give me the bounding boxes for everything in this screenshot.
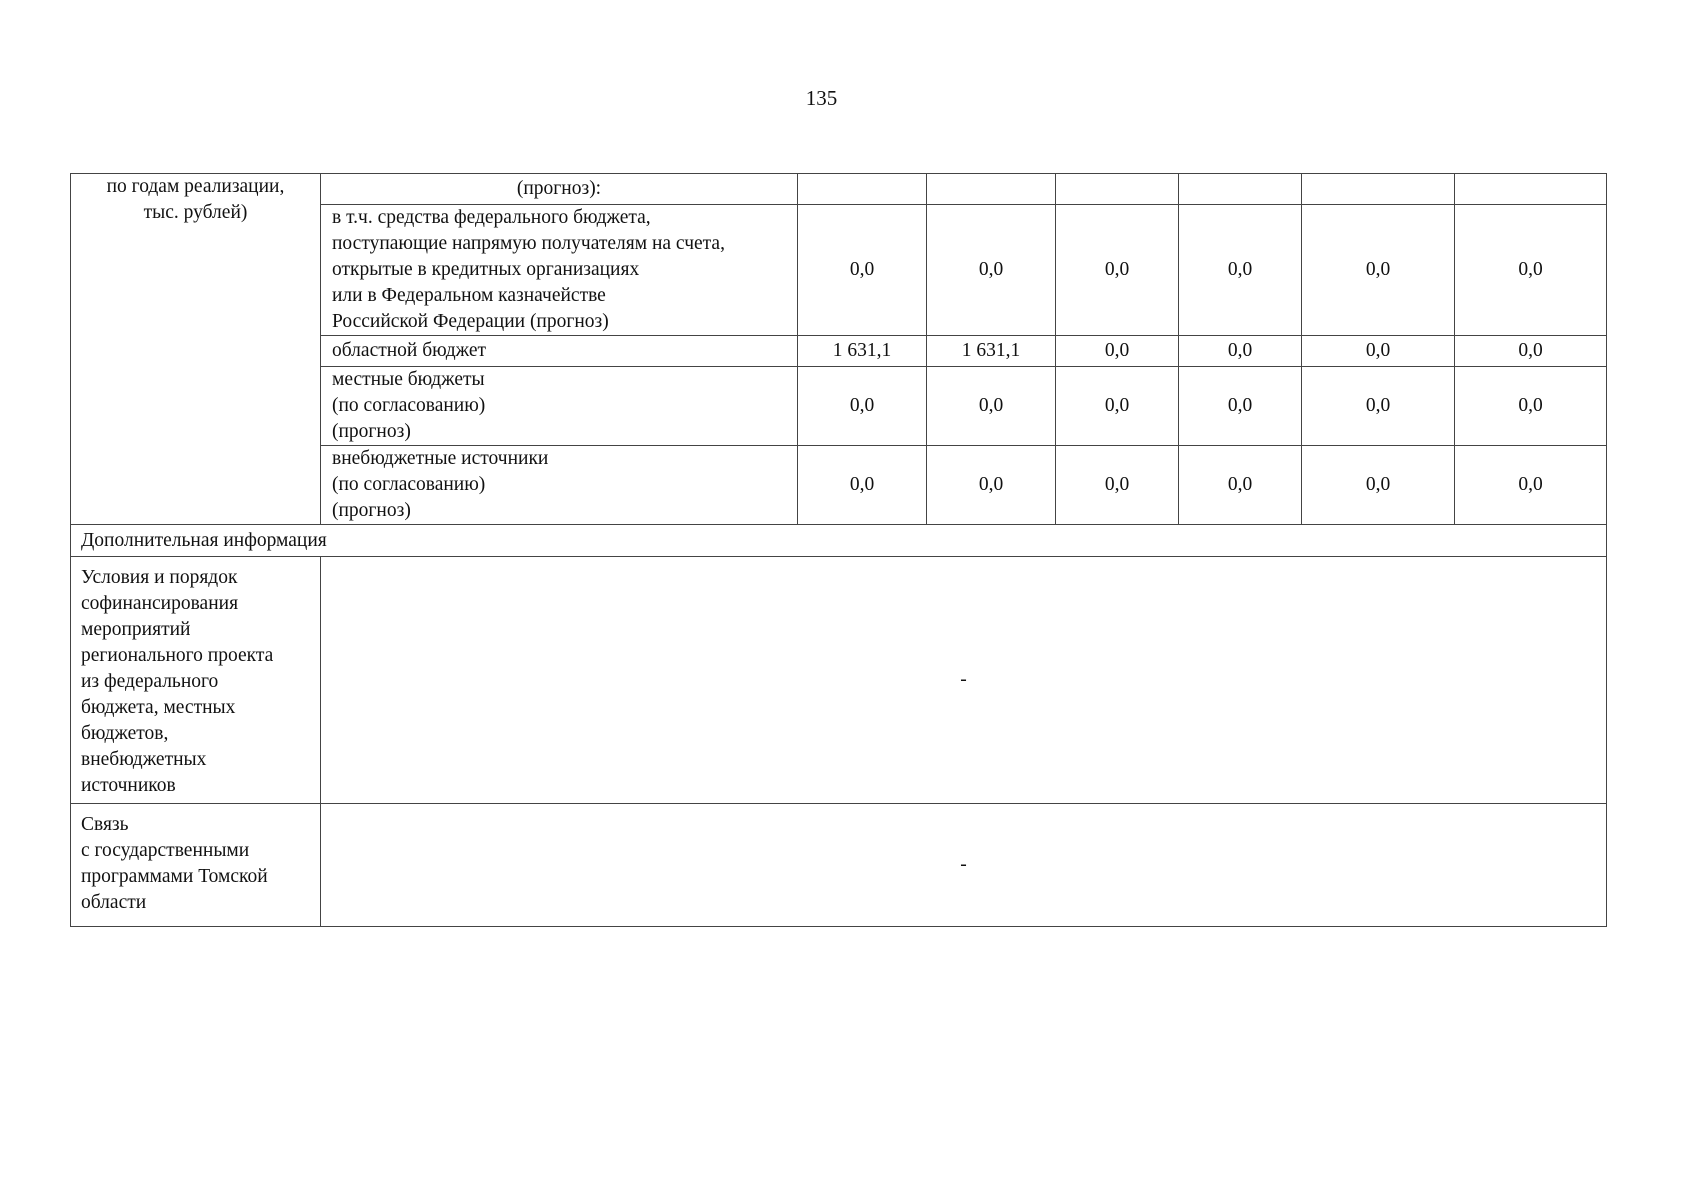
value-cell: 0,0 [1302, 446, 1455, 525]
value-cell [927, 174, 1056, 205]
value-cell: 0,0 [798, 205, 927, 336]
source-cell [321, 205, 798, 336]
value-cell: 0,0 [1455, 205, 1607, 336]
value-cell: 0,0 [927, 446, 1056, 525]
value-cell: 0,0 [1179, 205, 1302, 336]
table-row [71, 174, 1607, 205]
table-row [71, 557, 1607, 804]
value-cell: 0,0 [1179, 446, 1302, 525]
programs-link-label-line: с государственными [81, 840, 250, 861]
cofinancing-label-line: Условия и порядок [81, 567, 238, 588]
source-line: (по согласованию) [332, 474, 486, 495]
value-cell: 0,0 [1302, 336, 1455, 367]
programs-link-label-line: Связь [81, 814, 129, 835]
programs-link-label-line: области [81, 892, 147, 913]
cofinancing-label-line: внебюджетных [81, 749, 207, 770]
value-cell: 0,0 [927, 367, 1056, 446]
value-cell: 0,0 [798, 446, 927, 525]
cofinancing-value: - [321, 557, 1607, 804]
source-line: Российской Федерации (прогноз) [332, 311, 609, 332]
cofinancing-label-line: из федерального [81, 671, 219, 692]
value-cell: 0,0 [1056, 446, 1179, 525]
cofinancing-label [71, 557, 321, 804]
source-line: в т.ч. средства федерального бюджета, [332, 207, 651, 228]
programs-link-value: - [321, 804, 1607, 927]
source-line: областной бюджет [332, 340, 487, 361]
page-number: 135 [805, 86, 838, 110]
source-line: (прогноз) [332, 500, 411, 521]
left-label-line: тыс. рублей) [143, 202, 248, 223]
cofinancing-label-line: мероприятий [81, 619, 191, 640]
value-cell: 0,0 [1056, 205, 1179, 336]
value-cell [1179, 174, 1302, 205]
value-cell: 0,0 [1302, 367, 1455, 446]
source-cell [321, 367, 798, 446]
programs-link-label [71, 804, 321, 927]
source-cell [321, 446, 798, 525]
table-row [71, 525, 1607, 557]
value-cell [798, 174, 927, 205]
value-cell [1056, 174, 1179, 205]
source-cell [321, 174, 798, 205]
source-line: (по согласованию) [332, 395, 486, 416]
cofinancing-label-line: бюджетов, [81, 723, 169, 744]
cofinancing-label-line: регионального проекта [81, 645, 274, 666]
budget-table [70, 173, 1607, 927]
programs-link-label-line: программами Томской [81, 866, 268, 887]
value-cell: 0,0 [1455, 336, 1607, 367]
table-row [71, 804, 1607, 927]
value-cell: 1 631,1 [798, 336, 927, 367]
cofinancing-label-line: бюджета, местных [81, 697, 236, 718]
cofinancing-label-line: источников [81, 775, 176, 796]
value-cell: 0,0 [1179, 367, 1302, 446]
source-line: внебюджетные источники [332, 448, 549, 469]
source-line: или в Федеральном казначействе [332, 285, 606, 306]
value-cell: 0,0 [927, 205, 1056, 336]
value-cell [1302, 174, 1455, 205]
additional-info-heading: Дополнительная информация [71, 525, 1607, 557]
source-line: (прогноз) [332, 421, 411, 442]
cofinancing-label-line: софинансирования [81, 593, 239, 614]
value-cell: 0,0 [1056, 336, 1179, 367]
source-line: (прогноз): [516, 178, 602, 199]
source-cell [321, 336, 798, 367]
value-cell: 0,0 [798, 367, 927, 446]
value-cell: 1 631,1 [927, 336, 1056, 367]
value-cell: 0,0 [1302, 205, 1455, 336]
value-cell: 0,0 [1056, 367, 1179, 446]
funding-left-label [71, 174, 321, 525]
value-cell: 0,0 [1455, 367, 1607, 446]
source-line: поступающие напрямую получателям на счета, [332, 233, 725, 254]
value-cell: 0,0 [1455, 446, 1607, 525]
source-line: открытые в кредитных организациях [332, 259, 640, 280]
source-line: местные бюджеты [332, 369, 485, 390]
left-label-line: по годам реализации, [106, 176, 285, 197]
value-cell: 0,0 [1179, 336, 1302, 367]
value-cell [1455, 174, 1607, 205]
